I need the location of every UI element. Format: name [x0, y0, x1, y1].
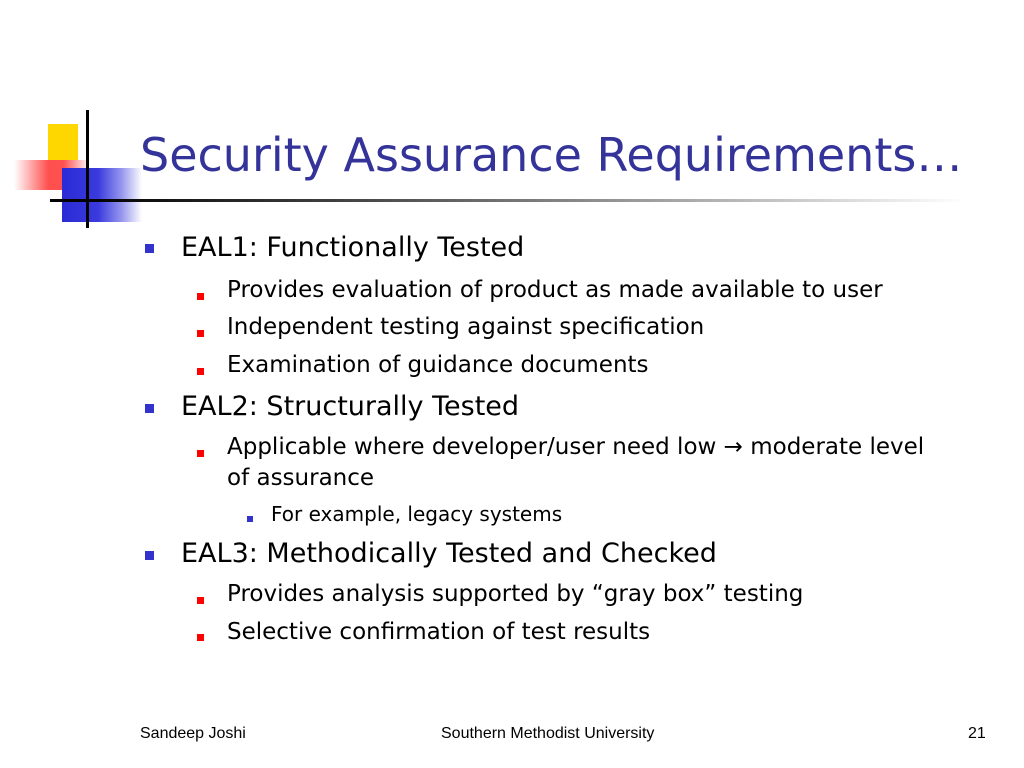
- bullet-eal2-sub-1-line2: of assurance: [227, 465, 375, 491]
- slide-logo-graphic: [0, 0, 160, 240]
- bullet-eal1-sub-2: Independent testing against specification: [227, 314, 705, 340]
- bullet-marker-level1: [145, 244, 154, 253]
- bullet-marker-level2: [197, 597, 204, 604]
- bullet-marker-level3: [247, 516, 253, 522]
- bullet-marker-level2: [197, 634, 204, 641]
- footer-author: Sandeep Joshi: [140, 725, 246, 742]
- title-underline-rule: [86, 199, 966, 202]
- bullet-marker-level2: [197, 450, 204, 457]
- bullet-marker-level1: [145, 551, 154, 560]
- logo-yellow-square: [48, 124, 78, 162]
- bullet-marker-level2: [197, 293, 204, 300]
- bullet-marker-level2: [197, 368, 204, 375]
- bullet-eal3-sub-1: Provides analysis supported by “gray box” testing: [227, 581, 804, 607]
- bullet-eal2: EAL2: Structurally Tested: [181, 391, 520, 422]
- logo-blue-square: [62, 168, 142, 222]
- footer-page-number: 21: [968, 725, 986, 742]
- bullet-eal1: EAL1: Functionally Tested: [181, 232, 525, 263]
- bullet-eal2-subsub-1: For example, legacy systems: [271, 502, 563, 526]
- footer-institution: Southern Methodist University: [441, 725, 655, 742]
- bullet-eal1-sub-3: Examination of guidance documents: [227, 352, 649, 378]
- bullet-marker-level1: [145, 404, 154, 413]
- logo-vertical-line: [86, 110, 89, 228]
- bullet-eal3: EAL3: Methodically Tested and Checked: [181, 538, 717, 569]
- bullet-eal1-sub-1: Provides evaluation of product as made available to user: [227, 277, 883, 303]
- bullet-eal3-sub-2: Selective confirmation of test results: [227, 619, 651, 645]
- slide-title: Security Assurance Requirements…: [140, 128, 963, 182]
- bullet-eal2-sub-1-line1: Applicable where developer/user need low → moderate level: [227, 434, 925, 460]
- bullet-marker-level2: [197, 330, 204, 337]
